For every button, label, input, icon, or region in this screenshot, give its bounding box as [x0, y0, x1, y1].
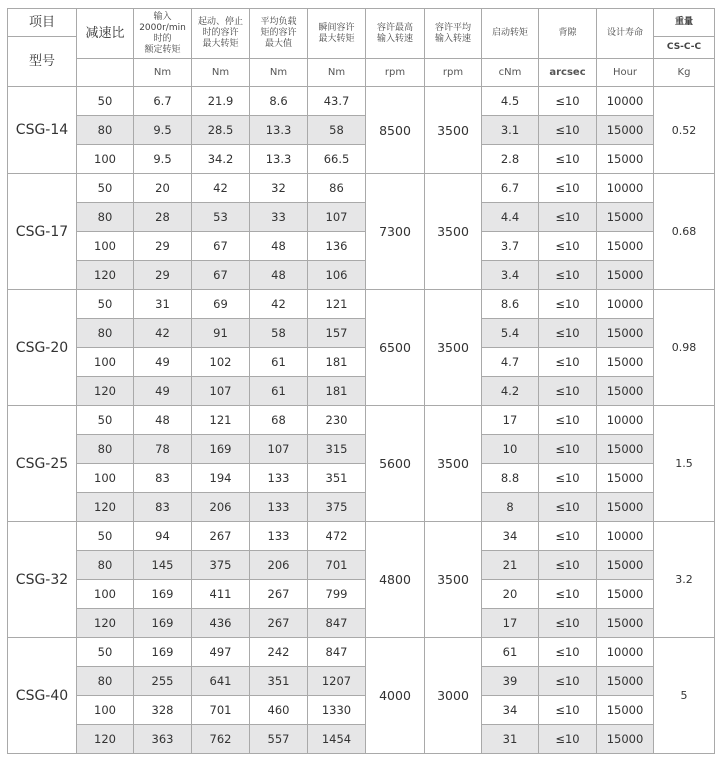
max-rpm-cell: 6500 [366, 290, 425, 406]
start-torque-cell: 3.7 [482, 232, 539, 261]
startstop-cell: 762 [192, 725, 250, 754]
avg-cell: 133 [250, 464, 308, 493]
start-torque-cell: 3.1 [482, 116, 539, 145]
start-torque-cell: 34 [482, 522, 539, 551]
table-row [8, 377, 715, 406]
table-row [8, 290, 715, 319]
startstop-cell: 42 [192, 174, 250, 203]
startstop-cell: 121 [192, 406, 250, 435]
avg-cell: 48 [250, 261, 308, 290]
rated-cell: 255 [134, 667, 192, 696]
life-cell: 15000 [597, 580, 654, 609]
table-row [8, 87, 715, 116]
avg-cell: 8.6 [250, 87, 308, 116]
table-row [8, 609, 715, 638]
avg-cell: 107 [250, 435, 308, 464]
rated-cell: 31 [134, 290, 192, 319]
rated-cell: 6.7 [134, 87, 192, 116]
instant-cell: 181 [308, 377, 366, 406]
life-cell: 10000 [597, 522, 654, 551]
instant-cell: 701 [308, 551, 366, 580]
startstop-cell: 194 [192, 464, 250, 493]
backlash-cell: ≤10 [539, 493, 597, 522]
avg-rpm-cell: 3500 [425, 522, 482, 638]
life-cell: 10000 [597, 638, 654, 667]
ratio-cell: 100 [77, 696, 134, 725]
weight-cell: 0.52 [654, 87, 715, 174]
unit-backlash: arcsec [539, 59, 597, 87]
avg-cell: 133 [250, 493, 308, 522]
table-row [8, 145, 715, 174]
start-torque-cell: 20 [482, 580, 539, 609]
header-col-avg: 平均负载 矩的容许 最大值 [250, 9, 308, 59]
rated-cell: 94 [134, 522, 192, 551]
ratio-cell: 50 [77, 174, 134, 203]
header-col-rated: 输入 2000r/min 时的 额定转矩 [134, 9, 192, 59]
start-torque-cell: 2.8 [482, 145, 539, 174]
start-torque-cell: 61 [482, 638, 539, 667]
avg-rpm-cell: 3500 [425, 290, 482, 406]
unit-instant: Nm [308, 59, 366, 87]
start-torque-cell: 8.8 [482, 464, 539, 493]
startstop-cell: 701 [192, 696, 250, 725]
backlash-cell: ≤10 [539, 696, 597, 725]
rated-cell: 169 [134, 638, 192, 667]
avg-cell: 557 [250, 725, 308, 754]
header-col-life: 设计寿命 [597, 9, 654, 59]
avg-cell: 351 [250, 667, 308, 696]
backlash-cell: ≤10 [539, 435, 597, 464]
avg-cell: 68 [250, 406, 308, 435]
avg-cell: 42 [250, 290, 308, 319]
rated-cell: 9.5 [134, 145, 192, 174]
max-rpm-cell: 8500 [366, 87, 425, 174]
start-torque-cell: 4.2 [482, 377, 539, 406]
life-cell: 15000 [597, 116, 654, 145]
avg-cell: 48 [250, 232, 308, 261]
backlash-cell: ≤10 [539, 522, 597, 551]
unit-start-torque: cNm [482, 59, 539, 87]
rated-cell: 145 [134, 551, 192, 580]
model-cell: CSG-32 [8, 522, 77, 638]
avg-cell: 242 [250, 638, 308, 667]
header-model: 型号 [8, 37, 77, 87]
avg-rpm-cell: 3500 [425, 406, 482, 522]
start-torque-cell: 31 [482, 725, 539, 754]
startstop-cell: 107 [192, 377, 250, 406]
instant-cell: 136 [308, 232, 366, 261]
avg-cell: 267 [250, 609, 308, 638]
life-cell: 15000 [597, 348, 654, 377]
avg-cell: 61 [250, 348, 308, 377]
table-row [8, 725, 715, 754]
table-row [8, 551, 715, 580]
ratio-cell: 50 [77, 290, 134, 319]
unit-life: Hour [597, 59, 654, 87]
unit-weight: Kg [654, 59, 715, 87]
ratio-cell: 80 [77, 203, 134, 232]
avg-cell: 33 [250, 203, 308, 232]
weight-cell: 0.98 [654, 290, 715, 406]
table-row [8, 232, 715, 261]
rated-cell: 29 [134, 261, 192, 290]
backlash-cell: ≤10 [539, 609, 597, 638]
startstop-cell: 21.9 [192, 87, 250, 116]
avg-cell: 133 [250, 522, 308, 551]
ratio-cell: 120 [77, 725, 134, 754]
life-cell: 15000 [597, 319, 654, 348]
table-row [8, 522, 715, 551]
avg-rpm-cell: 3500 [425, 87, 482, 174]
avg-cell: 13.3 [250, 145, 308, 174]
startstop-cell: 375 [192, 551, 250, 580]
rated-cell: 169 [134, 580, 192, 609]
weight-cell: 0.68 [654, 174, 715, 290]
unit-startstop: Nm [192, 59, 250, 87]
model-cell: CSG-14 [8, 87, 77, 174]
start-torque-cell: 8.6 [482, 290, 539, 319]
ratio-cell: 120 [77, 377, 134, 406]
rated-cell: 48 [134, 406, 192, 435]
header-col-startstop: 起动、停止 时的容许 最大转矩 [192, 9, 250, 59]
life-cell: 15000 [597, 203, 654, 232]
startstop-cell: 436 [192, 609, 250, 638]
ratio-cell: 50 [77, 522, 134, 551]
backlash-cell: ≤10 [539, 232, 597, 261]
start-torque-cell: 34 [482, 696, 539, 725]
ratio-cell: 50 [77, 406, 134, 435]
instant-cell: 43.7 [308, 87, 366, 116]
spec-table [7, 8, 715, 754]
backlash-cell: ≤10 [539, 174, 597, 203]
startstop-cell: 28.5 [192, 116, 250, 145]
unit-rated: Nm [134, 59, 192, 87]
backlash-cell: ≤10 [539, 464, 597, 493]
backlash-cell: ≤10 [539, 580, 597, 609]
startstop-cell: 497 [192, 638, 250, 667]
startstop-cell: 102 [192, 348, 250, 377]
life-cell: 15000 [597, 145, 654, 174]
weight-cell: 1.5 [654, 406, 715, 522]
life-cell: 15000 [597, 609, 654, 638]
avg-cell: 58 [250, 319, 308, 348]
startstop-cell: 91 [192, 319, 250, 348]
header-ratio: 减速比 [77, 9, 134, 59]
header-col-avg-rpm: 容许平均 输入转速 [425, 9, 482, 59]
life-cell: 15000 [597, 725, 654, 754]
startstop-cell: 206 [192, 493, 250, 522]
avg-cell: 61 [250, 377, 308, 406]
ratio-cell: 80 [77, 435, 134, 464]
model-cell: CSG-25 [8, 406, 77, 522]
instant-cell: 1330 [308, 696, 366, 725]
rated-cell: 20 [134, 174, 192, 203]
backlash-cell: ≤10 [539, 377, 597, 406]
instant-cell: 847 [308, 638, 366, 667]
instant-cell: 315 [308, 435, 366, 464]
ratio-cell: 100 [77, 348, 134, 377]
avg-rpm-cell: 3500 [425, 174, 482, 290]
start-torque-cell: 10 [482, 435, 539, 464]
max-rpm-cell: 4000 [366, 638, 425, 754]
header-item: 项目 [8, 9, 77, 37]
rated-cell: 363 [134, 725, 192, 754]
instant-cell: 181 [308, 348, 366, 377]
table-row [8, 464, 715, 493]
life-cell: 10000 [597, 290, 654, 319]
table-row [8, 667, 715, 696]
ratio-cell: 80 [77, 667, 134, 696]
table-row [8, 174, 715, 203]
header-col-start-torque: 启动转矩 [482, 9, 539, 59]
ratio-cell: 100 [77, 580, 134, 609]
rated-cell: 49 [134, 348, 192, 377]
instant-cell: 66.5 [308, 145, 366, 174]
weight-cell: 3.2 [654, 522, 715, 638]
startstop-cell: 641 [192, 667, 250, 696]
avg-cell: 32 [250, 174, 308, 203]
life-cell: 15000 [597, 696, 654, 725]
backlash-cell: ≤10 [539, 290, 597, 319]
weight-cell: 5 [654, 638, 715, 754]
table-row [8, 493, 715, 522]
ratio-cell: 120 [77, 261, 134, 290]
ratio-cell: 120 [77, 609, 134, 638]
instant-cell: 472 [308, 522, 366, 551]
instant-cell: 351 [308, 464, 366, 493]
instant-cell: 375 [308, 493, 366, 522]
avg-rpm-cell: 3000 [425, 638, 482, 754]
backlash-cell: ≤10 [539, 638, 597, 667]
instant-cell: 121 [308, 290, 366, 319]
rated-cell: 49 [134, 377, 192, 406]
start-torque-cell: 3.4 [482, 261, 539, 290]
instant-cell: 106 [308, 261, 366, 290]
table-row [8, 116, 715, 145]
ratio-cell: 120 [77, 493, 134, 522]
ratio-cell: 50 [77, 638, 134, 667]
instant-cell: 1454 [308, 725, 366, 754]
instant-cell: 157 [308, 319, 366, 348]
max-rpm-cell: 5600 [366, 406, 425, 522]
start-torque-cell: 4.7 [482, 348, 539, 377]
ratio-cell: 50 [77, 87, 134, 116]
rated-cell: 78 [134, 435, 192, 464]
header-col-backlash: 背隙 [539, 9, 597, 59]
life-cell: 15000 [597, 667, 654, 696]
life-cell: 15000 [597, 464, 654, 493]
rated-cell: 9.5 [134, 116, 192, 145]
start-torque-cell: 6.7 [482, 174, 539, 203]
backlash-cell: ≤10 [539, 116, 597, 145]
start-torque-cell: 39 [482, 667, 539, 696]
startstop-cell: 411 [192, 580, 250, 609]
life-cell: 15000 [597, 377, 654, 406]
rated-cell: 83 [134, 464, 192, 493]
ratio-cell: 80 [77, 551, 134, 580]
startstop-cell: 267 [192, 522, 250, 551]
startstop-cell: 67 [192, 261, 250, 290]
rated-cell: 42 [134, 319, 192, 348]
start-torque-cell: 21 [482, 551, 539, 580]
backlash-cell: ≤10 [539, 551, 597, 580]
model-cell: CSG-40 [8, 638, 77, 754]
startstop-cell: 169 [192, 435, 250, 464]
startstop-cell: 53 [192, 203, 250, 232]
table-row [8, 406, 715, 435]
table-row [8, 696, 715, 725]
instant-cell: 230 [308, 406, 366, 435]
avg-cell: 267 [250, 580, 308, 609]
life-cell: 10000 [597, 174, 654, 203]
start-torque-cell: 4.4 [482, 203, 539, 232]
life-cell: 10000 [597, 406, 654, 435]
header-col-max-rpm: 容许最高 输入转速 [366, 9, 425, 59]
rated-cell: 328 [134, 696, 192, 725]
backlash-cell: ≤10 [539, 406, 597, 435]
life-cell: 10000 [597, 87, 654, 116]
start-torque-cell: 17 [482, 609, 539, 638]
unit-avg: Nm [250, 59, 308, 87]
unit-max-rpm: rpm [366, 59, 425, 87]
instant-cell: 799 [308, 580, 366, 609]
avg-cell: 460 [250, 696, 308, 725]
rated-cell: 28 [134, 203, 192, 232]
startstop-cell: 67 [192, 232, 250, 261]
start-torque-cell: 17 [482, 406, 539, 435]
backlash-cell: ≤10 [539, 145, 597, 174]
backlash-cell: ≤10 [539, 87, 597, 116]
model-cell: CSG-20 [8, 290, 77, 406]
ratio-cell: 100 [77, 464, 134, 493]
header-col-instant: 瞬间容许 最大转矩 [308, 9, 366, 59]
table-row [8, 348, 715, 377]
max-rpm-cell: 4800 [366, 522, 425, 638]
table-row [8, 203, 715, 232]
instant-cell: 86 [308, 174, 366, 203]
table-row [8, 580, 715, 609]
backlash-cell: ≤10 [539, 667, 597, 696]
backlash-cell: ≤10 [539, 261, 597, 290]
rated-cell: 169 [134, 609, 192, 638]
life-cell: 15000 [597, 232, 654, 261]
startstop-cell: 69 [192, 290, 250, 319]
unit-avg-rpm: rpm [425, 59, 482, 87]
avg-cell: 206 [250, 551, 308, 580]
instant-cell: 107 [308, 203, 366, 232]
backlash-cell: ≤10 [539, 348, 597, 377]
unit-empty [77, 59, 134, 87]
backlash-cell: ≤10 [539, 725, 597, 754]
start-torque-cell: 5.4 [482, 319, 539, 348]
ratio-cell: 100 [77, 145, 134, 174]
backlash-cell: ≤10 [539, 203, 597, 232]
instant-cell: 847 [308, 609, 366, 638]
avg-cell: 13.3 [250, 116, 308, 145]
model-cell: CSG-17 [8, 174, 77, 290]
instant-cell: 58 [308, 116, 366, 145]
life-cell: 15000 [597, 435, 654, 464]
start-torque-cell: 8 [482, 493, 539, 522]
backlash-cell: ≤10 [539, 319, 597, 348]
ratio-cell: 100 [77, 232, 134, 261]
table-row [8, 261, 715, 290]
life-cell: 15000 [597, 261, 654, 290]
instant-cell: 1207 [308, 667, 366, 696]
start-torque-cell: 4.5 [482, 87, 539, 116]
startstop-cell: 34.2 [192, 145, 250, 174]
ratio-cell: 80 [77, 116, 134, 145]
life-cell: 15000 [597, 551, 654, 580]
ratio-cell: 80 [77, 319, 134, 348]
rated-cell: 29 [134, 232, 192, 261]
table-row [8, 638, 715, 667]
life-cell: 15000 [597, 493, 654, 522]
header-weight-sub: CS-C-C [654, 37, 715, 59]
header-weight: 重量 [654, 9, 715, 37]
rated-cell: 83 [134, 493, 192, 522]
table-row [8, 319, 715, 348]
max-rpm-cell: 7300 [366, 174, 425, 290]
table-row [8, 435, 715, 464]
